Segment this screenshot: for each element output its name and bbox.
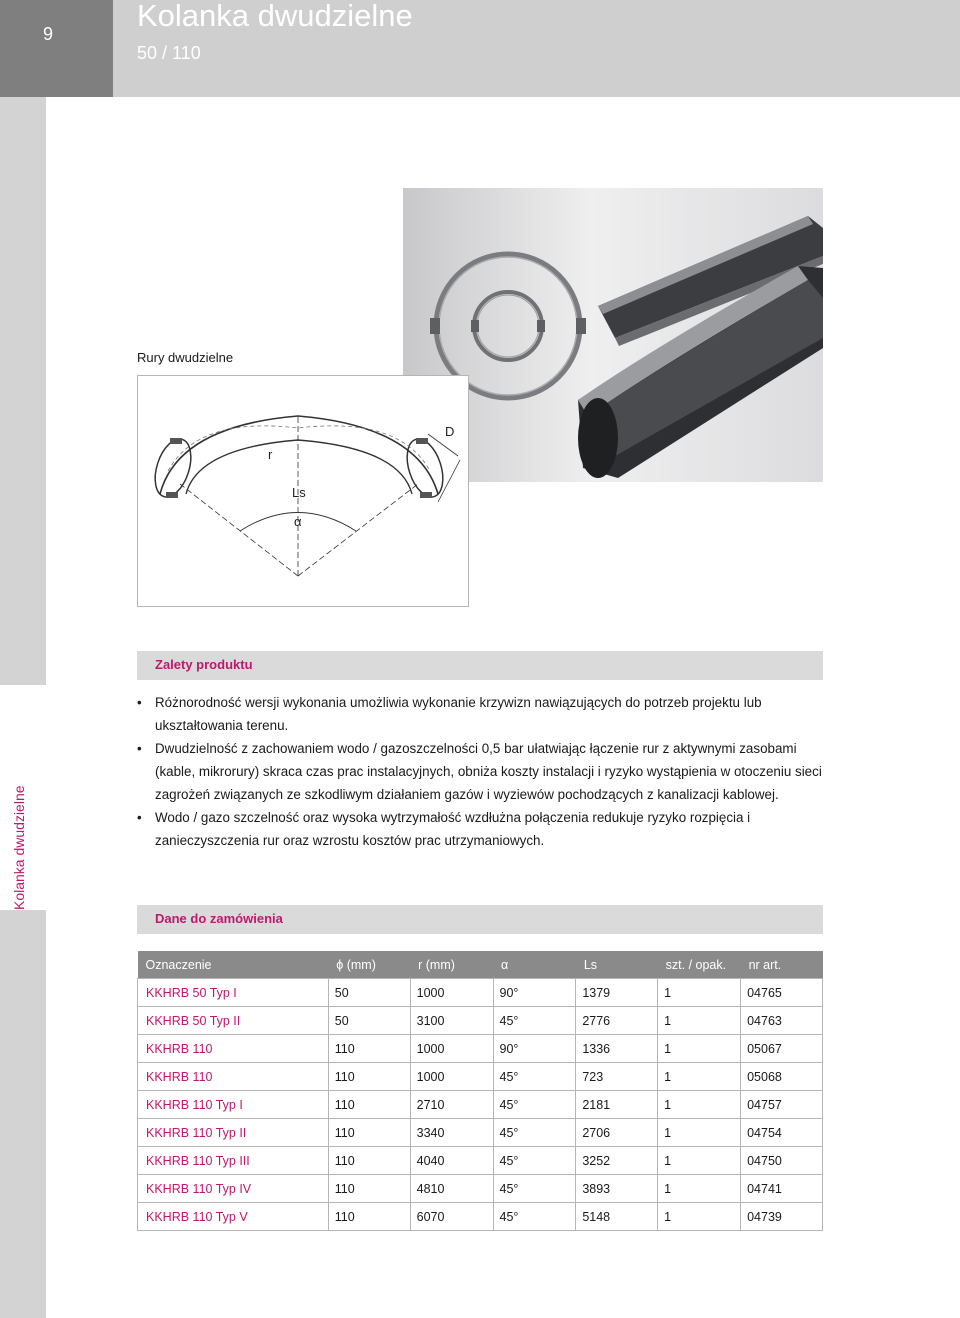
cell-article-no: 04763 — [741, 1007, 823, 1035]
product-code: KKHRB 110 Typ V — [138, 1203, 329, 1231]
page-number: 9 — [43, 24, 54, 44]
order-table — [137, 951, 823, 1231]
product-code: KKHRB 50 Typ II — [138, 1007, 329, 1035]
cell-pack-qty: 1 — [658, 1091, 741, 1119]
cell-angle: 45° — [493, 1175, 576, 1203]
cell-pack-qty: 1 — [658, 1175, 741, 1203]
cell-pack-qty: 1 — [658, 1035, 741, 1063]
column-header: ϕ (mm) — [328, 951, 410, 979]
cell-diameter: 110 — [328, 1035, 410, 1063]
cell-length: 1336 — [576, 1035, 658, 1063]
cell-radius: 1000 — [410, 979, 493, 1007]
cell-diameter: 110 — [328, 1063, 410, 1091]
cell-article-no: 04750 — [741, 1147, 823, 1175]
table-row — [138, 1175, 823, 1203]
cell-angle: 45° — [493, 1007, 576, 1035]
label-d: D — [445, 424, 455, 439]
cell-radius: 1000 — [410, 1063, 493, 1091]
cell-diameter: 110 — [328, 1091, 410, 1119]
list-item — [137, 737, 823, 806]
table-row — [138, 1035, 823, 1063]
list-item — [137, 806, 823, 852]
cell-radius: 1000 — [410, 1035, 493, 1063]
photo-caption: Rury dwudzielne — [137, 350, 234, 365]
cell-article-no: 04757 — [741, 1091, 823, 1119]
cell-length: 1379 — [576, 979, 658, 1007]
table-row — [138, 1147, 823, 1175]
cell-angle: 45° — [493, 1119, 576, 1147]
advantage-text: Różnorodność wersji wykonania umożliwia wykonanie krzywizn nawiązujących do potrzeb projektu lub ukształtowania terenu. — [155, 695, 762, 733]
cell-radius: 4810 — [410, 1175, 493, 1203]
cell-article-no: 04754 — [741, 1119, 823, 1147]
bullet-dot: • — [137, 810, 142, 825]
cell-angle: 90° — [493, 979, 576, 1007]
bullet-dot: • — [137, 741, 142, 756]
column-header: α — [493, 951, 576, 979]
cell-length: 2181 — [576, 1091, 658, 1119]
cell-radius: 3340 — [410, 1119, 493, 1147]
cell-diameter: 110 — [328, 1119, 410, 1147]
product-code: KKHRB 50 Typ I — [138, 979, 329, 1007]
cell-angle: 45° — [493, 1063, 576, 1091]
advantages-title: Zalety produktu — [155, 657, 253, 672]
cell-diameter: 110 — [328, 1147, 410, 1175]
label-r: r — [268, 447, 273, 462]
column-header: r (mm) — [410, 951, 493, 979]
cell-diameter: 50 — [328, 1007, 410, 1035]
bend-drawing — [138, 376, 468, 606]
advantage-text: Wodo / gazo szczelność oraz wysoka wytrzymałość wzdłużna połączenia redukuje ryzyko rozpięcia i zanieczyszczenia rur oraz wzrostu kosztów prac utrzymaniowych. — [155, 810, 751, 848]
table-row — [138, 1203, 823, 1231]
product-code: KKHRB 110 — [138, 1035, 329, 1063]
cell-pack-qty: 1 — [658, 1147, 741, 1175]
cell-pack-qty: 1 — [658, 1203, 741, 1231]
advantage-text: Dwudzielność z zachowaniem wodo / gazoszczelności 0,5 bar ułatwiając łączenie rur z aktywnymi zasobami (kable, mikrorury) skraca czas prac instalacyjnych, obniża koszty instalacji i ryzyko wystąpienia w otoczeniu sieci zagrożeń związanych ze szkodliwym działaniem gazów i wyziewów pochodzących z kanalizacji kablowej. — [155, 741, 822, 802]
cell-pack-qty: 1 — [658, 979, 741, 1007]
table-row — [138, 1007, 823, 1035]
cell-length: 723 — [576, 1063, 658, 1091]
column-header: Oznaczenie — [138, 951, 329, 979]
table-row — [138, 979, 823, 1007]
list-item — [137, 691, 823, 737]
page-title: Kolanka dwudzielne — [137, 0, 413, 33]
cell-article-no: 05067 — [741, 1035, 823, 1063]
label-alpha: α — [294, 514, 302, 529]
product-code: KKHRB 110 — [138, 1063, 329, 1091]
cell-length: 3252 — [576, 1147, 658, 1175]
product-code: KKHRB 110 Typ IV — [138, 1175, 329, 1203]
column-header: Ls — [576, 951, 658, 979]
bullet-dot: • — [137, 695, 142, 710]
cell-angle: 45° — [493, 1091, 576, 1119]
cell-angle: 45° — [493, 1147, 576, 1175]
cell-pack-qty: 1 — [658, 1119, 741, 1147]
table-row — [138, 1091, 823, 1119]
table-row — [138, 1063, 823, 1091]
page-number-box — [0, 0, 113, 97]
cell-length: 2776 — [576, 1007, 658, 1035]
product-code: KKHRB 110 Typ I — [138, 1091, 329, 1119]
cell-pack-qty: 1 — [658, 1007, 741, 1035]
cell-pack-qty: 1 — [658, 1063, 741, 1091]
cell-article-no: 04741 — [741, 1175, 823, 1203]
column-header: nr art. — [741, 951, 823, 979]
bend-diagram — [137, 375, 469, 607]
order-title: Dane do zamówienia — [155, 911, 283, 926]
cell-length: 5148 — [576, 1203, 658, 1231]
cell-diameter: 50 — [328, 979, 410, 1007]
advantages-list — [137, 691, 823, 852]
cell-radius: 3100 — [410, 1007, 493, 1035]
table-row — [138, 1119, 823, 1147]
cell-length: 3893 — [576, 1175, 658, 1203]
column-header: szt. / opak. — [658, 951, 741, 979]
product-code: KKHRB 110 Typ II — [138, 1119, 329, 1147]
cell-article-no: 04739 — [741, 1203, 823, 1231]
cell-radius: 4040 — [410, 1147, 493, 1175]
cell-angle: 90° — [493, 1035, 576, 1063]
page-subtitle: 50 / 110 — [137, 43, 201, 63]
table-header-row — [138, 951, 823, 979]
cell-radius: 2710 — [410, 1091, 493, 1119]
cell-radius: 6070 — [410, 1203, 493, 1231]
cell-article-no: 04765 — [741, 979, 823, 1007]
product-code: KKHRB 110 Typ III — [138, 1147, 329, 1175]
label-ls: Ls — [292, 485, 306, 500]
cell-angle: 45° — [493, 1203, 576, 1231]
cell-length: 2706 — [576, 1119, 658, 1147]
cell-diameter: 110 — [328, 1175, 410, 1203]
cell-article-no: 05068 — [741, 1063, 823, 1091]
side-label: Kolanka dwudzielne — [11, 785, 27, 910]
cell-diameter: 110 — [328, 1203, 410, 1231]
